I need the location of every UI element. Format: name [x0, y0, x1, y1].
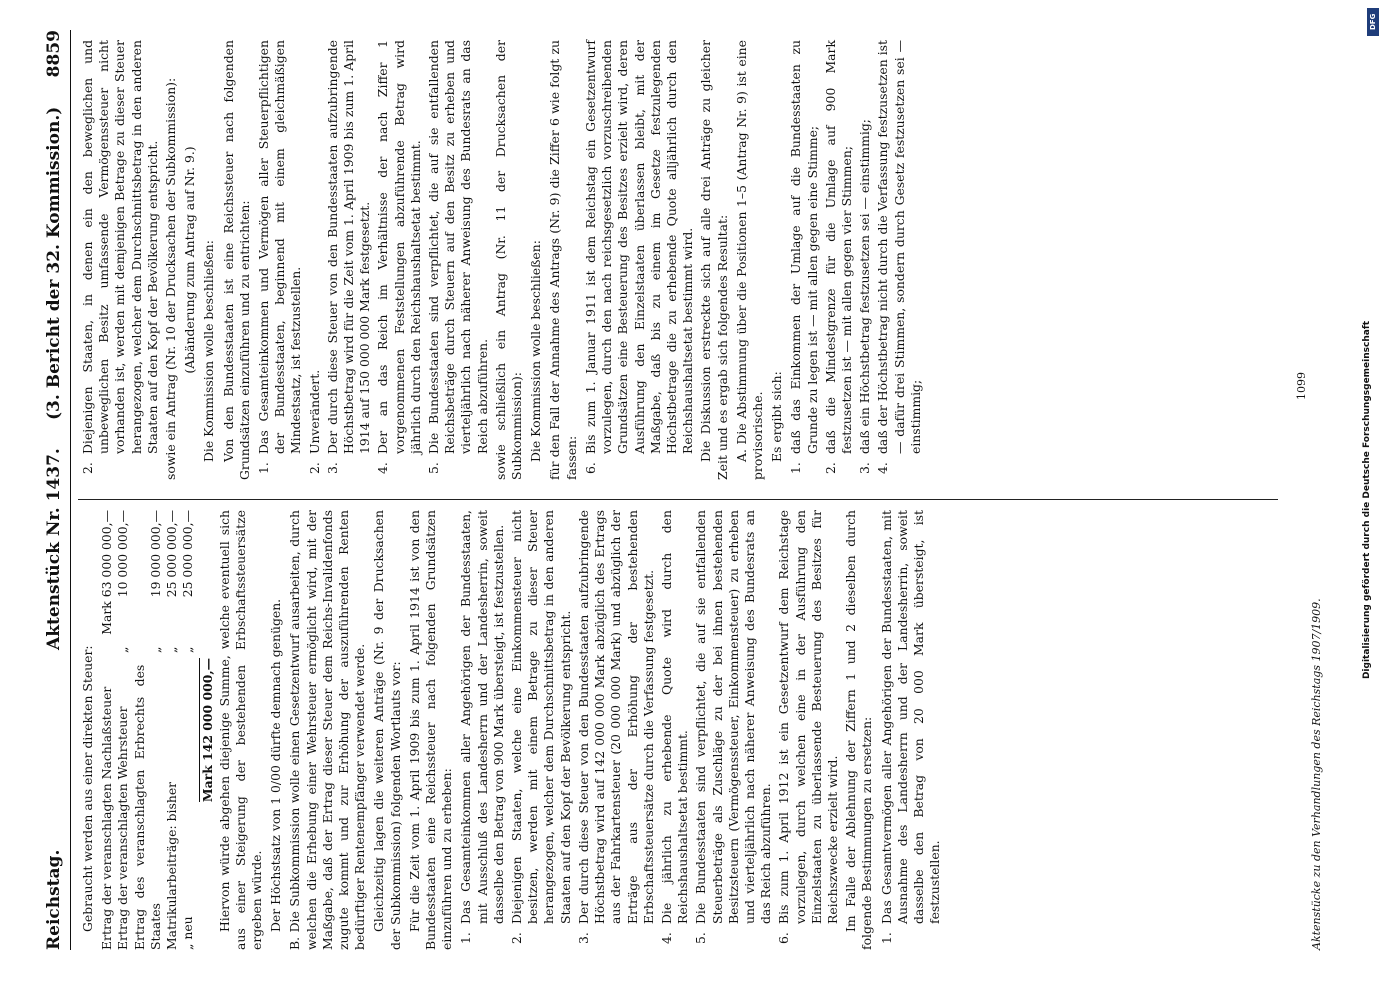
- paragraph: Von den Bundesstaaten ist eine Reichssteuer nach folgenden Grundsätzen einzuführen und zu entrichten:: [220, 40, 252, 480]
- list-item-number: 6.: [776, 932, 792, 944]
- credit-text: Digitalisierung gefördert durch die Deutsche Forschungsgemeinschaft: [1362, 320, 1372, 680]
- list-item: [659, 510, 691, 950]
- header-left: Reichstag.: [44, 849, 64, 950]
- paragraph: Gebraucht werden aus einer direkten Steuer:: [80, 645, 95, 932]
- paragraph: sowie schließlich ein Antrag (Nr. 11 der Drucksachen der Subkommission):: [492, 40, 525, 480]
- list-item: [693, 510, 774, 950]
- list-item: [823, 40, 855, 480]
- revenue-table: [99, 510, 196, 950]
- list-item: [256, 40, 305, 480]
- paragraph: Es ergibt sich:: [769, 371, 785, 462]
- list-item-number: 3.: [857, 462, 873, 474]
- list-item-number: 4.: [658, 932, 674, 944]
- list-item-text: Der an das Reich im Verhältnisse der nach Ziffer 1 vorgenommenen Feststellungen abzuführende Betrag wird jährlich durch den Reichshaushaltsetat bestimmt.: [375, 40, 423, 454]
- numbered-list: [583, 40, 696, 480]
- table-cell-label: Ertrag der veranschlagten Wehrsteuer: [115, 706, 131, 950]
- paragraph: Die Kommission wolle beschließen:: [201, 240, 217, 462]
- list-item-number: 2.: [822, 462, 838, 474]
- list-item-number: 5.: [426, 462, 442, 474]
- table-cell-label: Ertrag des veranschlagten Erbrechts des Staates: [131, 664, 163, 950]
- numbered-list: [256, 40, 491, 480]
- paragraph: Gleichzeitig lagen die weiteren Anträge (Nr. 9 der Drucksachen der Subkommission) folgenden Wortlauts vor:: [371, 510, 403, 950]
- paragraph: Die Kommission wolle beschließen:: [528, 240, 544, 462]
- list-item-text: Der durch diese Steuer von den Bundesstaaten aufzubringende Höchstbetrag wird auf 142 000 000 Mark abzüglich des Ertrags aus der Fahrkartensteuer (20 000 000 Mark) und abzüglich der Erträge aus der Erhöhung der bestehenden Erbschaftssteuersätze durch die Verfassung festgesetzt.: [575, 510, 656, 924]
- list-item: [583, 40, 696, 480]
- list-item-text: Bis zum 1. April 1912 ist ein Gesetzentwurf dem Reichstage vorzulegen, durch welchen eine in der Ausführung den Einzelstaaten zu überlassende Besteuerung des Besitzes für Reichszwecke erzielt wird.: [776, 510, 840, 924]
- list-item: [458, 510, 507, 950]
- table-cell-mid: „: [164, 646, 180, 653]
- numbered-list: [879, 510, 944, 950]
- paragraph: Der Höchstsatz von 1 0/00 dürfte demnach genügen.: [268, 598, 284, 932]
- table-cell-mid: „: [115, 646, 131, 653]
- list-item-text: Das Gesamtvermögen aller Angehörigen der Bundesstaaten, mit Ausnahme des Landesherrn und der Landesherrin, soweit dasselbe den Betrag von 20 000 Mark übersteigt, ist festzustellen.: [878, 510, 943, 924]
- table-cell-label: Matrikularbeiträge: bisher: [164, 781, 180, 950]
- list-item: [788, 40, 820, 480]
- numbered-list: [458, 510, 841, 950]
- list-item: [426, 40, 491, 480]
- header-page-number: 8859: [44, 30, 64, 78]
- list-item-text: Diejenigen Staaten, in denen ein den beweglichen und unbeweglichen Besitz umfassende Vermögenssteuer nicht vorhanden ist, werden mit demjenigen Betrage zu dieser Steuer herangezogen, welcher dem Durchschnittsbetrag in den anderen Staaten auf den Kopf der Bevölkerung entspricht.: [80, 40, 160, 454]
- numbered-list: [788, 40, 924, 480]
- paragraph-a: A. Die Abstimmung über die Positionen 1–5 (Antrag Nr. 9) ist eine provisorische.: [733, 40, 765, 480]
- table-row: [132, 510, 164, 950]
- paragraph: Für die Zeit vom 1. April 1909 bis zum 1. April 1914 ist von den Bundesstaaten eine Reichssteuer nach folgenden Grundsätzen einzuführen und zu erheben:: [406, 510, 455, 950]
- paragraph: für den Fall der Annahme des Antrags (Nr. 9) die Ziffer 6 wie folgt zu fassen:: [547, 40, 579, 480]
- list-item-text: Die Bundesstaaten sind verpflichtet, die auf sie entfallenden Steuerbeträge als Zuschläge zu der bei ihnen bestehenden Besitzsteuern (Vermögenssteuer, Einkommensteuer) zu erheben und vierteljährlich nach näherer Anweisung des Bundesrats an das Reich abzuführen.: [693, 510, 774, 924]
- list-item-text: Bis zum 1. Januar 1911 ist dem Reichstag ein Gesetzentwurf vorzulegen, durch den nach reichsgesetzlich vorzuschreibenden Grundsätzen eine Besteuerung des Besitzes erzielt wird, deren Ausführung den Einzelstaaten überlassen bleibt, mit der Maßgabe, daß bis zu einem im Gesetze festzulegenden Höchstbetrage die zu erhebende Quote alljährlich durch den Reichshaushaltsetat bestimmt wird.: [582, 40, 696, 454]
- list-item-number: 1.: [256, 462, 272, 474]
- list-item-number: 3.: [324, 462, 340, 474]
- list-item-text: Die Bundesstaaten sind verpflichtet, die auf sie entfallenden Reichsbeträge durch Steuern auf den Besitz zu erheben und vierteljährlich nach näherer Anweisung des Bundesrats an das Reich abzuführen.: [426, 40, 490, 454]
- table-cell-amount: 19 000 000,—: [147, 510, 163, 598]
- list-item-number: 1.: [878, 932, 894, 944]
- list-item: [325, 40, 374, 480]
- table-cell-label: „ neu: [180, 916, 196, 950]
- list-item-text: daß das Einkommen der Umlage auf die Bundesstaaten zu Grunde zu legen ist — mit allen gegen eine Stimme;: [788, 40, 820, 454]
- table-cell-amount: 25 000 000,—: [164, 510, 180, 598]
- paragraph: Im Falle der Ablehnung der Ziffern 1 und 2 dieselben durch folgende Bestimmungen zu ersetzen:: [843, 510, 875, 950]
- table-row: [99, 510, 115, 950]
- list-item: [375, 40, 424, 480]
- list-item: [509, 510, 574, 950]
- header-title: Aktenstück Nr. 1437.: [44, 448, 64, 650]
- list-item-number: 3.: [575, 932, 591, 944]
- table-row: [180, 510, 196, 950]
- list-item-number: 2.: [509, 932, 525, 944]
- page-header: [30, 30, 71, 950]
- table-cell-mid: „: [147, 646, 163, 653]
- list-item-number: 5.: [693, 932, 709, 944]
- paragraph: (Abänderung zum Antrag auf Nr. 9.): [182, 146, 198, 374]
- list-item-text: Das Gesamteinkommen aller Angehörigen der Bundesstaaten, mit Ausschluß des Landesherrn und der Landesherrin, soweit dasselbe den Betrag von 900 Mark übersteigt, ist festzustellen.: [458, 510, 506, 924]
- list-item-number: 6.: [582, 462, 598, 474]
- left-column: [80, 510, 945, 950]
- list-item: [576, 510, 657, 950]
- list-item-text: Der durch diese Steuer von den Bundesstaaten aufzubringende Höchstbetrag wird für die Zeit vom 1. April 1909 bis zum 1. April 1914 auf 150 000 000 Mark festgesetzt.: [324, 40, 373, 454]
- sum-total: Mark 142 000 000,—: [200, 657, 216, 803]
- list-item-number: 1.: [458, 932, 474, 944]
- right-column: [80, 40, 926, 480]
- page-number-footer: 1099: [1295, 372, 1308, 400]
- credit-line: [1362, 10, 1378, 990]
- table-cell-amount: 25 000 000,—: [180, 510, 196, 598]
- list-item-text: Das Gesamteinkommen und Vermögen aller Steuerpflichtigen der Bundesstaaten, beginnend mit einem gleichmäßigen Mindestsatz, ist festzustellen.: [256, 40, 304, 454]
- table-cell-mid: [99, 635, 115, 665]
- page-footer: Aktenstücke zu den Verhandlungen des Reichstags 1907/1909.: [1310, 598, 1323, 950]
- paragraph: Hiervon würde abgehen diejenige Summe, welche eventuell sich aus einer Steigerung der bestehenden Erbschaftssteuersätze ergeben würde.: [216, 510, 265, 950]
- list-item-text: Die jährlich zu erhebende Quote wird durch den Reichshaushaltsetat bestimmt.: [658, 510, 691, 924]
- paragraph-b: B. Die Subkommission wolle einen Gesetzentwurf ausarbeiten, durch welchen die Erhebung einer Wehrsteuer ermöglicht wird, mit der Maßgabe, daß der Ertrag dieser Steuer dem Reichs-Invalidenfonds zugute kommt und zur Erhöhung der auszuführenden Renten bedürftiger Rentenempfänger verwendet werde.: [287, 510, 368, 950]
- list-item-text: Diejenigen Staaten, welche eine Einkommensteuer nicht besitzen, werden mit einem Betrage zu dieser Steuer herangezogen, welcher dem Durchschnittsbetrag in den anderen Staaten auf den Kopf der Bevölkerung entspricht.: [509, 510, 573, 924]
- table-cell-label: Ertrag der veranschlagten Nachlaßsteuer: [99, 686, 115, 950]
- list-item: [80, 40, 161, 480]
- table-row: [115, 510, 131, 950]
- paragraph: sowie ein Antrag (Nr. 10 der Drucksachen der Subkommission):: [163, 77, 179, 480]
- paragraph: Die Diskussion erstreckte sich auf alle drei Anträge zu gleicher Zeit und es ergab sich folgendes Resultat:: [698, 40, 730, 480]
- header-subtitle: (3. Bericht der 32. Kommission.): [44, 106, 64, 420]
- dfg-logo: DFG: [1367, 8, 1379, 36]
- list-item: [879, 510, 944, 950]
- table-cell-amount: Mark 63 000 000,—: [99, 510, 115, 635]
- numbered-list: [80, 40, 161, 480]
- table-cell-amount: 10 000 000,—: [115, 510, 131, 598]
- list-item: [857, 40, 873, 480]
- table-cell-mid: „: [180, 646, 196, 653]
- list-item: [875, 40, 924, 480]
- list-item-number: 4.: [875, 462, 891, 474]
- list-item-number: 2.: [306, 462, 322, 474]
- list-item-text: daß ein Höchstbetrag festzusetzen sei — einstimmig;: [857, 119, 873, 454]
- list-item: [307, 40, 323, 480]
- table-row: [164, 510, 180, 950]
- list-item-number: 2.: [80, 462, 95, 474]
- column-divider: [78, 499, 1278, 500]
- list-item-text: daß der Höchstbetrag nicht durch die Verfassung festzusetzen ist — dafür drei Stimmen, sondern durch Gesetz festzusetzen sei — einstimmig;: [875, 40, 923, 454]
- list-item: [776, 510, 841, 950]
- list-item-number: 4.: [375, 462, 391, 474]
- list-item-text: Unverändert.: [306, 369, 322, 454]
- list-item-text: daß die Mindestgrenze für die Umlage auf 900 Mark festzusetzen ist — mit allen gegen vier Stimmen;: [822, 40, 854, 454]
- list-item-number: 1.: [788, 462, 804, 474]
